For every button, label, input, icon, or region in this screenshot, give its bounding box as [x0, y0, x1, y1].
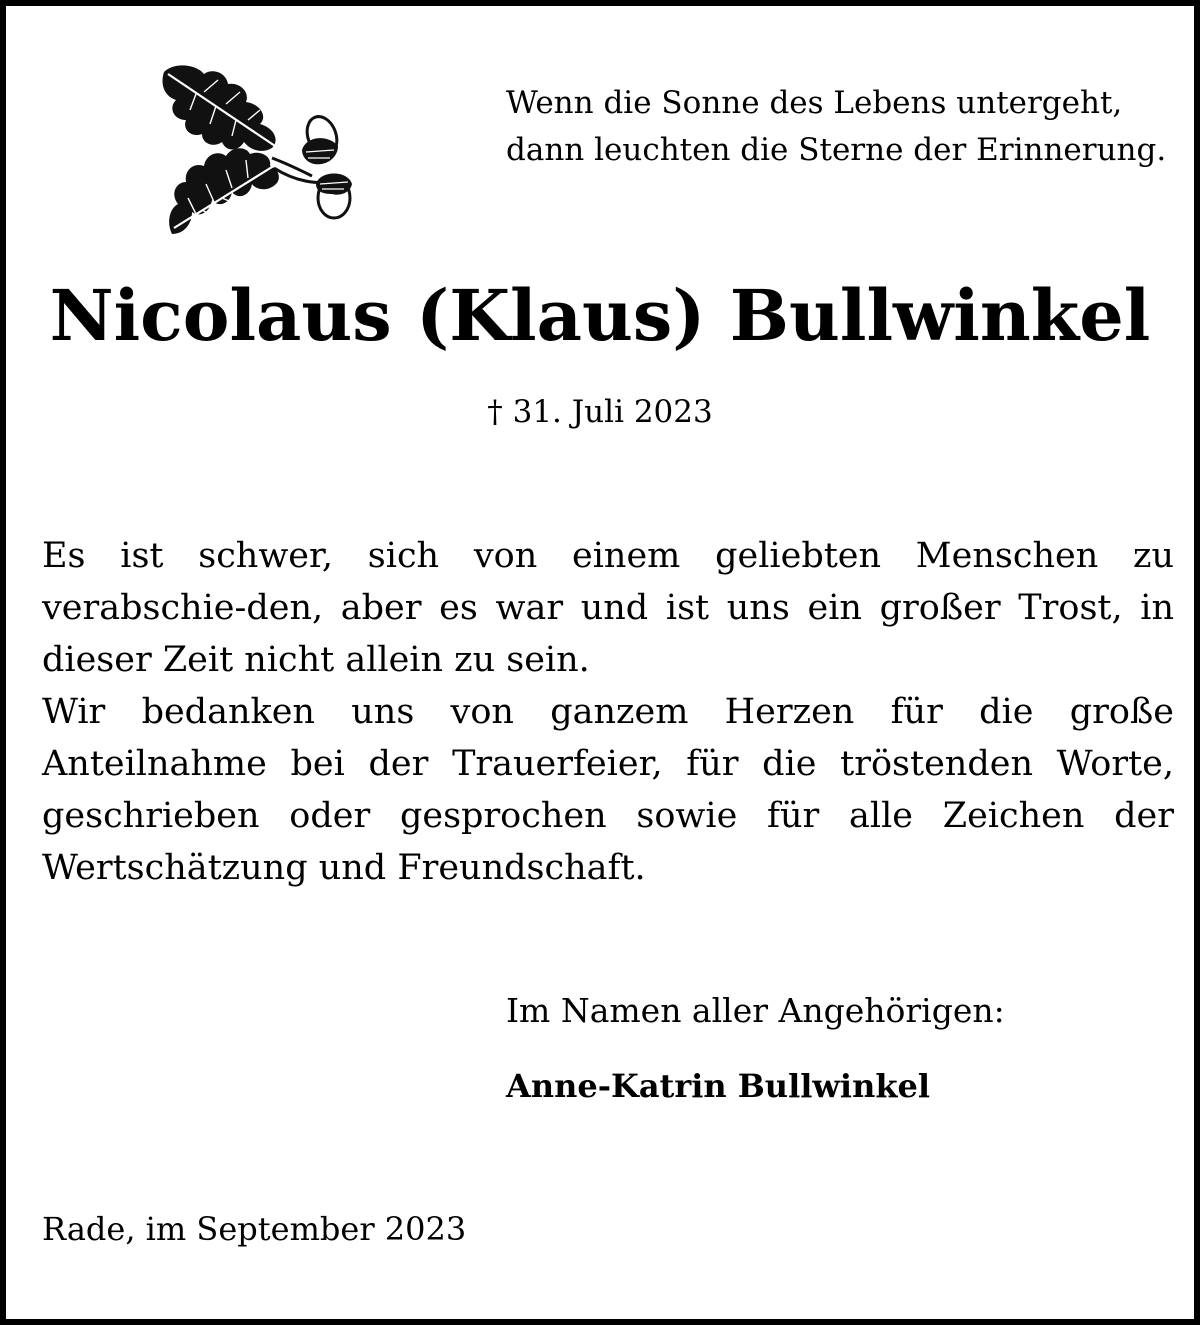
message-paragraph: Es ist schwer, sich von einem geliebten Menschen zu verabschie-den, aber es war und ist uns ein großer Trost, in dieser Zeit nicht allein zu sein.	[42, 536, 1174, 680]
message-paragraph: Wir bedanken uns von ganzem Herzen für die große Anteilnahme bei der Trauerfeier, für die tröstenden Worte, geschrieben oder gesprochen sowie für alle Zeichen der Wertschätzung und Freundschaft.	[42, 692, 1174, 888]
deceased-name: Nicolaus (Klaus) Bullwinkel	[49, 274, 1151, 357]
quote-line: dann leuchten die Sterne der Erinnerung.	[506, 132, 1167, 168]
closing-line: Im Namen aller Angehörigen:	[506, 991, 1005, 1030]
message-body	[42, 530, 1174, 894]
death-date: † 31. Juli 2023	[487, 394, 713, 430]
quote-line: Wenn die Sonne des Lebens untergeht,	[506, 85, 1123, 121]
memorial-quote	[506, 80, 1186, 174]
place-date: Rade, im September 2023	[42, 1210, 467, 1248]
signer-name: Anne-Katrin Bullwinkel	[506, 1067, 931, 1105]
oak-leaves-acorn-icon	[156, 58, 356, 236]
